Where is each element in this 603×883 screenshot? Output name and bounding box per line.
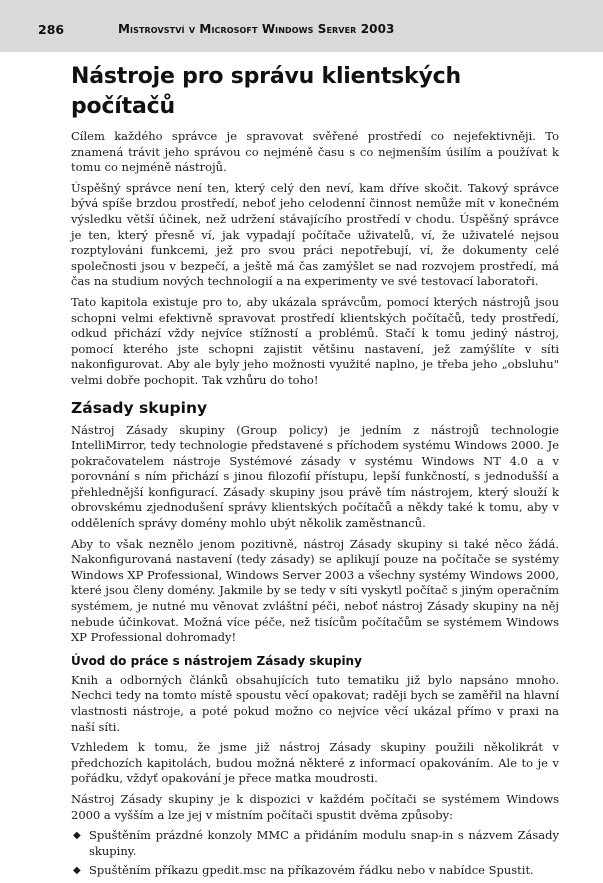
subsection-paragraph: Knih a odborných článků obsahujících tuto tematiku již bylo napsáno mnoho. Nechci tedy na tomto místě spoustu věcí opakovat; raději bych se zaměřil na hlavní vlastnosti nástroje, a poté pokud možno co nejvíce věcí ukázal přímo v praxi na naší síti. [71, 672, 559, 734]
diamond-bullet-icon: ◆ [73, 865, 81, 877]
diamond-bullet-icon: ◆ [73, 830, 81, 842]
subsection-paragraph: Nástroj Zásady skupiny je k dispozici v každém počítači se systémem Windows 2000 a vyšším a lze jej v místním počítači spustit dvěma způsoby: [71, 791, 559, 822]
chapter-paragraph: Úspěšný správce není ten, který celý den neví, kam dříve skočit. Takový správce bývá spíše brzdou prostředí, neboť jeho celodenní činnost nemůže mít v konečném výsledku větší účinek, než udržení stávajícího prostředí v chodu. Úspěšný správce je ten, který přesně ví, jak vypadají počítače uživatelů, ví, že uživatelé nejsou rozptylováni funkcemi, jež pro svou práci nepotřebují, ví, že dokumenty celé společnosti jsou v bezpečí, a ještě má čas zamýšlet se nad rozvojem prostředí, má čas na studium nových technologií a na experimenty ve své testovací laboratoři. [71, 180, 559, 289]
subsection-paragraph: Vzhledem k tomu, že jsme již nástroj Zásady skupiny použili několikrát v předchozích kapitolách, budou možná některé z informací opakováním. Ale to je v pořádku, vždyť opakování je přece matka moudrosti. [71, 740, 559, 786]
list-item [71, 828, 559, 859]
running-head-title: Mistrovství v Microsoft Windows Server 2003 [118, 22, 395, 36]
list-item [71, 863, 559, 879]
subsection-heading: Úvod do práce s nástrojem Zásady skupiny [71, 653, 362, 668]
page-body [71, 62, 559, 883]
chapter-paragraph: Cílem každého správce je spravovat svěřené prostředí co nejefektivněji. To znamená trávit jeho správou co nejméně času s co nejmenším úsilím a používat k tomu co nejméně nástrojů. [71, 129, 559, 175]
list-item-text: Spuštěním prázdné konzoly MMC a přidáním modulu snap-in s názvem Zásady skupiny. [89, 828, 559, 858]
section-paragraph: Nástroj Zásady skupiny (Group policy) je jedním z nástrojů technologie IntelliMirror, tedy technologie představené s příchodem systému Windows 2000. Je pokračovatelem nástroje Systémové zásady v systému Windows NT 4.0 a v porovnání s ním přichází s jinou filozofií přístupu, lepší funkčností, s jednodušší a přehlednější konfigurací. Zásady skupiny jsou právě tím nástrojem, který slouží k obrovskému zjednodušení správy klientských počítačů a někdy také k tomu, aby v odděleních správy domény mohlo ubýt několik zaměstnanců. [71, 422, 559, 531]
section-paragraph: Aby to však neznělo jenom pozitivně, nástroj Zásady skupiny si také něco žádá. Nakonfigurovaná nastavení (tedy zásady) se aplikují pouze na počítače se systémy Windows XP Professional, Windows Server 2003 a všechny systémy Windows 2000, které jsou členy domény. Jakmile by se tedy v síti vyskytl počítač s jiným operačním systémem, je nutné mu věnovat zvláštní péči, neboť nástroj Zásady skupiny na něj nebude účinkovat. Možná více péče, než tisícům počítačům se systémem Windows XP Professional dohromady! [71, 536, 560, 645]
list-item-text: Spuštěním příkazu gpedit.msc na příkazovém řádku nebo v nabídce Spustit. [89, 863, 534, 878]
chapter-title: Nástroje pro správu klientských počítačů [71, 64, 461, 119]
bullet-list [71, 828, 559, 879]
page-number: 286 [38, 22, 65, 37]
section-heading: Zásady skupiny [71, 398, 208, 417]
chapter-paragraph: Tato kapitola existuje pro to, aby ukázala správcům, pomocí kterých nástrojů jsou schopni velmi efektivně spravovat prostředí klientských počítačů, tedy prostředí, odkud přichází vždy nejvíce stížností a problémů. Stačí k tomu jediný nástroj, pomocí kterého jste schopni zajistit většinu nastavení, jež zamýšlíte v síti nakonfigurovat. Aby ale byly jeho možnosti využité naplno, je třeba jeho „obsluhu" velmi dobře pochopit. Tak vzhůru do toho! [71, 294, 559, 387]
running-header [0, 0, 603, 52]
